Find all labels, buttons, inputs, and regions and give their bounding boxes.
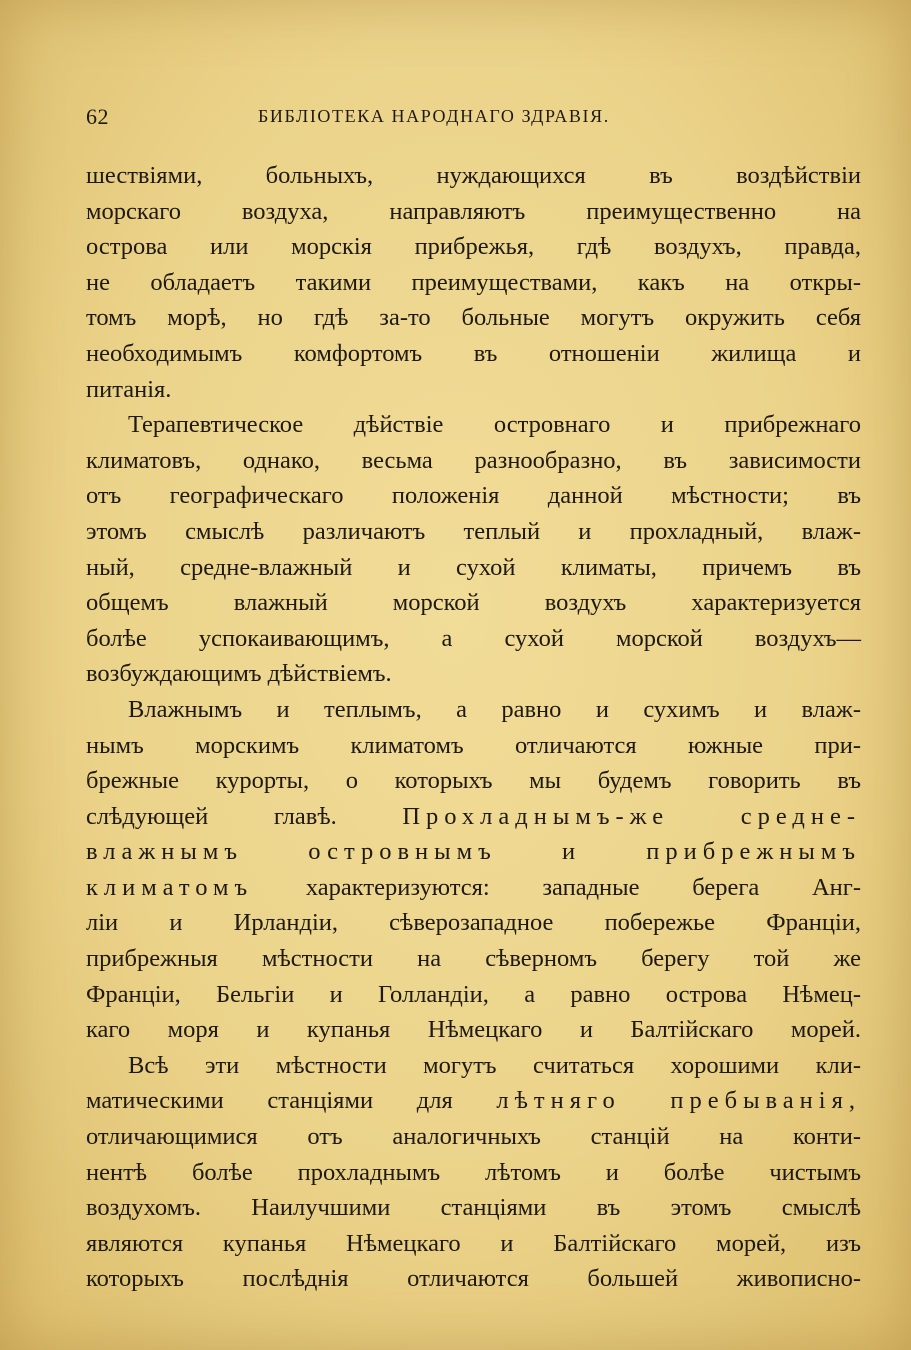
text-line: необходимымъ комфортомъ въ отношеніи жилища и <box>86 339 861 367</box>
text-line: нентѣ болѣе прохладнымъ лѣтомъ и болѣе чистымъ <box>86 1158 861 1186</box>
spaced-emphasis: Прохладнымъ-же средне- <box>402 802 861 830</box>
text-line <box>86 1083 861 1119</box>
text-line: климатовъ, однако, весьма разнообразно, въ зависимости <box>86 446 861 474</box>
text-line: отличающимися отъ аналогичныхъ станцій на конти- <box>86 1123 861 1151</box>
running-title: БИБЛІОТЕКА НАРОДНАГО ЗДРАВІЯ. <box>258 106 610 126</box>
running-head <box>86 104 861 134</box>
text-line: острова или морскія прибрежья, гдѣ воздухъ, правда, <box>86 233 861 261</box>
text-segment: характеризуются: западные берега Анг- <box>305 873 861 901</box>
text-line: нымъ морскимъ климатомъ отличаются южные при- <box>86 731 861 759</box>
spaced-emphasis: климатомъ <box>86 873 254 901</box>
spaced-emphasis: лѣтняго пребыванія, <box>496 1087 861 1115</box>
text-line: брежные курорты, о которыхъ мы будемъ говорить въ <box>86 767 861 795</box>
text-line: морскаго воздуха, направляютъ преимущественно на <box>86 197 861 225</box>
spaced-emphasis-line: влажнымъ островнымъ и прибрежнымъ <box>86 838 861 866</box>
paragraph-start-line: Всѣ эти мѣстности могутъ считаться хорошими кли- <box>128 1051 861 1079</box>
text-line: питанія. <box>86 375 172 403</box>
text-line: прибрежныя мѣстности на сѣверномъ берегу той же <box>86 945 861 973</box>
text-line: томъ морѣ, но гдѣ за-то больные могутъ окружить себя <box>86 304 861 332</box>
text-line: воздухомъ. Наилучшими станціями въ этомъ смыслѣ <box>86 1194 861 1222</box>
text-line: отъ географическаго положенія данной мѣстности; въ <box>86 482 861 510</box>
text-segment: матическими станціями для <box>86 1087 453 1115</box>
text-line: ный, средне-влажный и сухой климаты, причемъ въ <box>86 553 861 581</box>
text-line <box>86 870 861 906</box>
text-line: являются купанья Нѣмецкаго и Балтійскаго морей, изъ <box>86 1229 861 1257</box>
text-line: болѣе успокаивающимъ, а сухой морской воздухъ— <box>86 624 861 652</box>
text-line: не обладаетъ такими преимуществами, какъ на откры- <box>86 268 861 296</box>
text-line: ліи и Ирландіи, сѣверозападное побережье Франціи, <box>86 909 861 937</box>
text-line: возбуждающимъ дѣйствіемъ. <box>86 660 392 688</box>
text-line: общемъ влажный морской воздухъ характеризуется <box>86 589 861 617</box>
paragraph-start-line: Терапевтическое дѣйствіе островнаго и прибрежнаго <box>128 411 861 439</box>
body-text <box>86 158 861 1297</box>
text-line: этомъ смыслѣ различаютъ теплый и прохладный, влаж- <box>86 517 861 545</box>
paragraph-start-line: Влажнымъ и теплымъ, а равно и сухимъ и влаж- <box>128 695 861 723</box>
text-line: шествіями, больныхъ, нуждающихся въ воздѣйствіи <box>86 162 861 189</box>
text-segment: слѣдующей главѣ. <box>86 802 337 830</box>
text-line: каго моря и купанья Нѣмецкаго и Балтійскаго морей. <box>86 1016 861 1044</box>
text-line: которыхъ послѣднія отличаются большей живописно- <box>86 1265 861 1293</box>
page-number: 62 <box>86 104 109 129</box>
text-line: Франціи, Бельгіи и Голландіи, а равно острова Нѣмец- <box>86 980 861 1008</box>
text-line <box>86 799 861 835</box>
